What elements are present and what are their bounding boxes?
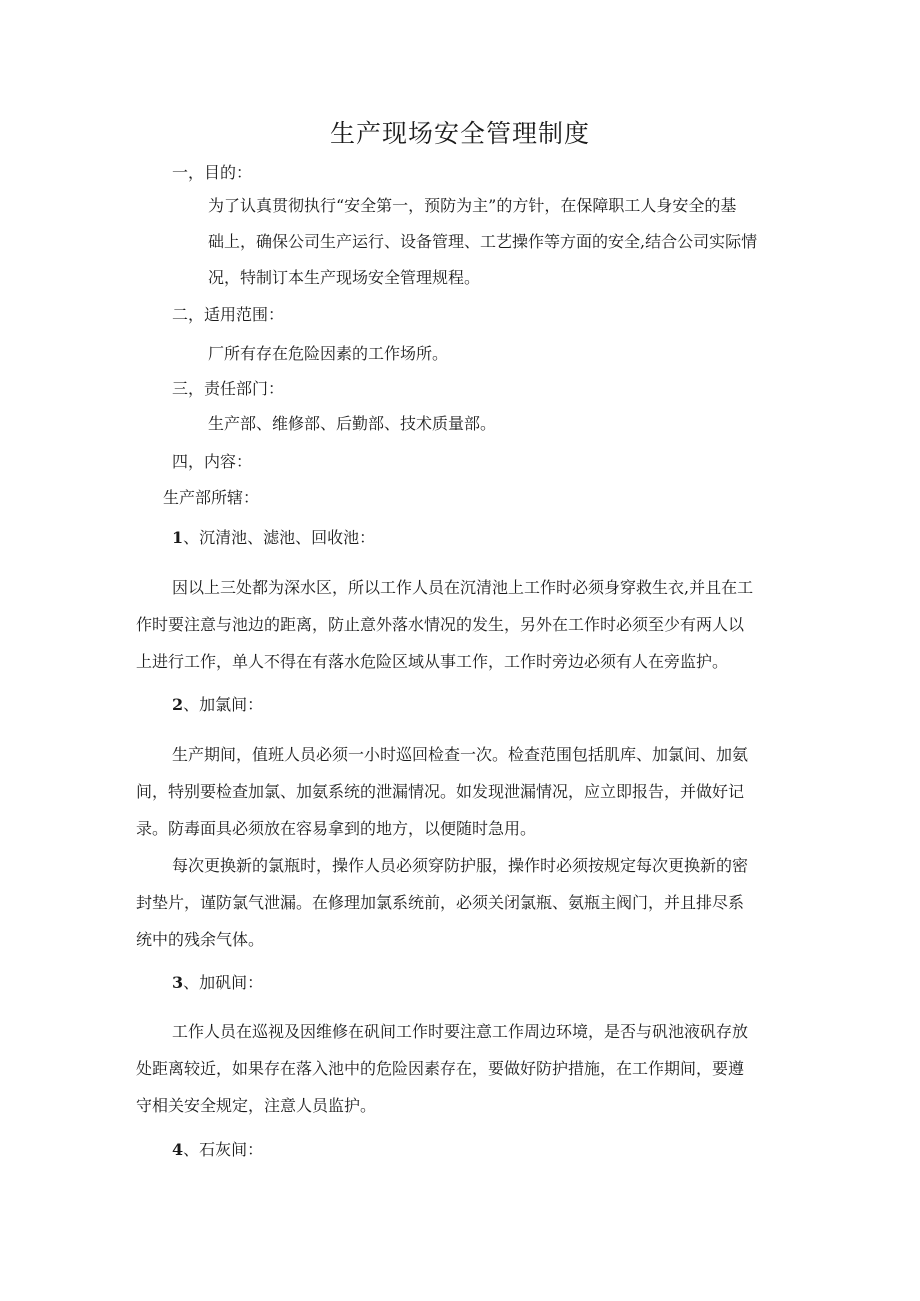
department-label: 生产部所辖： (163, 488, 260, 507)
item-title: 、沉清池、滤池、回收池： (183, 528, 376, 547)
purpose-paragraph (208, 188, 757, 296)
chlorine-paragraph-1 (136, 736, 748, 847)
item-number: 3 (172, 973, 184, 992)
paragraph-line: 础上，确保公司生产运行、设备管理、工艺操作等方面的安全,结合公司实际情 (208, 232, 758, 251)
item-number: 1 (172, 528, 184, 547)
paragraph-line: 况，特制订本生产现场安全管理规程。 (208, 268, 481, 287)
paragraph-line: 工作人员在巡视及因维修在矾间工作时要注意工作周边环境，是否与矾池液矾存放 (172, 1022, 749, 1041)
paragraph-line: 间，特别要检查加氯、加氨系统的泄漏情况。如发现泄漏情况，应立即报告，并做好记 (136, 782, 745, 801)
paragraph-line: 封垫片，谨防氯气泄漏。在修理加氯系统前，必须关闭氯瓶、氨瓶主阀门，并且排尽系 (136, 893, 745, 912)
item-number: 2 (172, 695, 184, 714)
section-heading-departments: 三，责任部门： (172, 379, 285, 398)
document-title: 生产现场安全管理制度 (329, 119, 590, 148)
item-heading-alum-room (172, 970, 263, 993)
section-heading-scope: 二，适用范围： (172, 305, 285, 324)
item-title: 、加氯间： (183, 695, 264, 714)
item-title: 、石灰间： (183, 1140, 264, 1159)
sedimentation-paragraph (136, 569, 753, 680)
paragraph-line: 处距离较近，如果存在落入池中的危险因素存在，要做好防护措施，在工作期间，要遵 (136, 1059, 745, 1078)
paragraph-line: 守相关安全规定，注意人员监护。 (136, 1096, 377, 1115)
paragraph-line: 录。防毒面具必须放在容易拿到的地方，以便随时急用。 (136, 819, 537, 838)
paragraph-line: 统中的残余气体。 (136, 930, 265, 949)
chlorine-paragraph-2 (136, 847, 748, 958)
item-heading-lime-room (172, 1137, 263, 1160)
paragraph-line: 生产期间，值班人员必须一小时巡回检查一次。检查范围包括肌库、加氯间、加氨 (172, 745, 749, 764)
section-heading-content: 四，内容： (172, 452, 253, 471)
paragraph-line: 作时要注意与池边的距离，防止意外落水情况的发生，另外在工作时必须至少有两人以 (136, 615, 745, 634)
paragraph-line: 每次更换新的氯瓶时，操作人员必须穿防护服，操作时必须按规定每次更换新的密 (172, 856, 749, 875)
alum-paragraph (136, 1013, 748, 1124)
item-heading-sedimentation (172, 525, 375, 548)
item-title: 、加矾间： (183, 973, 264, 992)
departments-text: 生产部、维修部、后勤部、技术质量部。 (208, 414, 497, 433)
item-number: 4 (172, 1140, 184, 1159)
section-heading-purpose: 一，目的： (172, 163, 253, 182)
paragraph-line: 上进行工作，单人不得在有落水危险区域从事工作，工作时旁边必须有人在旁监护。 (136, 652, 729, 671)
paragraph-line: 为了认真贯彻执行“安全第一，预防为主”的方针，在保障职工人身安全的基 (208, 196, 737, 215)
scope-text: 厂所有存在危险因素的工作场所。 (208, 344, 449, 363)
paragraph-line: 因以上三处都为深水区，所以工作人员在沉清池上工作时必须身穿救生衣,并且在工 (172, 578, 754, 597)
item-heading-chlorine-room (172, 692, 263, 715)
